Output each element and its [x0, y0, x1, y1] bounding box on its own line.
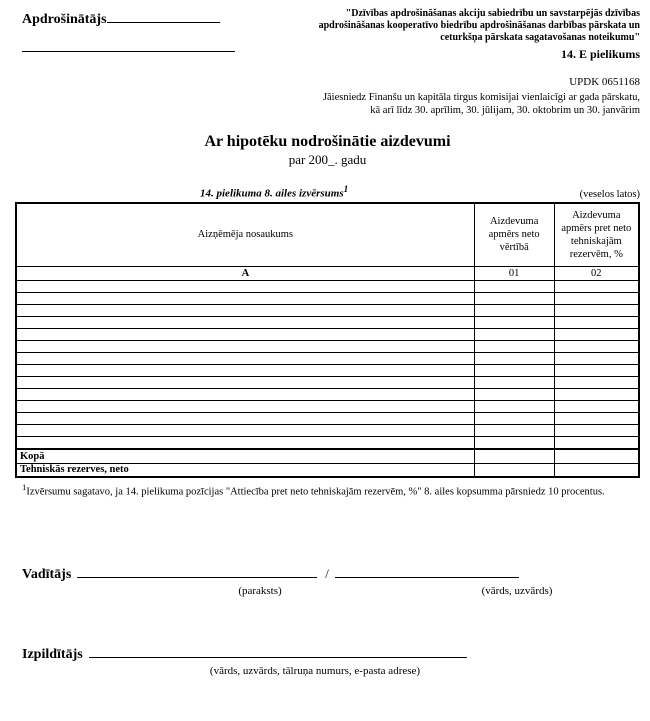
total-label: Kopā — [16, 449, 474, 463]
manager-signature-row — [22, 565, 640, 583]
empty-cell[interactable] — [16, 437, 474, 450]
table-row — [16, 365, 639, 377]
empty-cell[interactable] — [474, 329, 554, 341]
column-header-net-value: Aizdevuma apmērs neto vērtībā — [474, 203, 554, 267]
table-row — [16, 293, 639, 305]
header-row — [15, 8, 640, 62]
empty-cell[interactable] — [474, 413, 554, 425]
empty-cell[interactable] — [554, 377, 639, 389]
manager-label: Vadītājs — [22, 566, 72, 582]
empty-cell[interactable] — [474, 377, 554, 389]
tech-reserves-value-01[interactable] — [474, 463, 554, 477]
caption-footnote-ref: 1 — [343, 184, 349, 194]
empty-cell[interactable] — [474, 425, 554, 437]
empty-cell[interactable] — [16, 281, 474, 293]
regulation-title: "Dzīvības apdrošināšanas akciju sabiedrību un savstarpējās dzīvības apdrošināšanas kooperatīvo biedrību apdrošināšanas darbības pārskata un ceturkšņa pārskata sagatavošanas noteikumu" — [318, 8, 640, 43]
updk-code: UPDK 0651168 — [569, 76, 640, 88]
empty-cell[interactable] — [554, 413, 639, 425]
empty-cell[interactable] — [474, 389, 554, 401]
empty-cell[interactable] — [474, 305, 554, 317]
executor-name-line[interactable] — [89, 645, 467, 658]
table-caption-row — [15, 184, 640, 200]
footnote — [22, 481, 622, 499]
loans-table — [15, 202, 640, 479]
submission-note-line2: kā arī līdz 30. aprīlim, 30. jūlijam, 30. oktobrim un 30. janvārim — [370, 105, 640, 116]
insurer-fill-line-2[interactable] — [22, 28, 235, 52]
appendix-label: 14. E pielikums — [560, 47, 640, 61]
code-cell-a: A — [16, 267, 474, 281]
tech-reserves-label: Tehniskās rezerves, neto — [16, 463, 474, 477]
empty-cell[interactable] — [474, 353, 554, 365]
table-body — [16, 281, 639, 450]
empty-cell[interactable] — [16, 293, 474, 305]
empty-cell[interactable] — [474, 281, 554, 293]
empty-cell[interactable] — [474, 437, 554, 450]
submission-note — [15, 91, 640, 117]
insurer-fill-line-1[interactable] — [107, 10, 220, 23]
signature-hint: (paraksts) — [238, 584, 282, 597]
empty-cell[interactable] — [474, 341, 554, 353]
empty-cell[interactable] — [554, 317, 639, 329]
total-value-01[interactable] — [474, 449, 554, 463]
empty-cell[interactable] — [16, 329, 474, 341]
empty-cell[interactable] — [16, 353, 474, 365]
table-row — [16, 401, 639, 413]
footnote-ref: 1 — [22, 482, 27, 493]
empty-cell[interactable] — [16, 377, 474, 389]
empty-cell[interactable] — [554, 389, 639, 401]
table-caption-units: (veselos latos) — [579, 188, 640, 200]
table-row — [16, 437, 639, 450]
table-row — [16, 341, 639, 353]
empty-cell[interactable] — [16, 365, 474, 377]
executor-hint: (vārds, uzvārds, tālruņa numurs, e-pasta adrese) — [209, 664, 421, 677]
empty-cell[interactable] — [554, 305, 639, 317]
form-title: Ar hipotēku nodrošinātie aizdevumi — [204, 133, 451, 150]
empty-cell[interactable] — [16, 425, 474, 437]
column-header-pct-reserves: Aizdevuma apmērs pret neto tehniskajām rezervēm, % — [554, 203, 639, 267]
table-row — [16, 389, 639, 401]
manager-signature-line[interactable] — [77, 565, 317, 578]
manager-name-line[interactable] — [335, 565, 519, 578]
tech-reserves-row — [16, 463, 639, 477]
empty-cell[interactable] — [554, 341, 639, 353]
manager-signature-sublabels — [15, 585, 640, 597]
table-row — [16, 329, 639, 341]
tech-reserves-value-02[interactable] — [554, 463, 639, 477]
table-row — [16, 377, 639, 389]
signature-separator: / — [325, 565, 329, 581]
table-header-row — [16, 203, 639, 267]
regulation-block — [288, 8, 640, 62]
empty-cell[interactable] — [554, 437, 639, 450]
empty-cell[interactable] — [554, 353, 639, 365]
form-period: par 200_. gadu — [288, 152, 367, 167]
empty-cell[interactable] — [474, 401, 554, 413]
empty-cell[interactable] — [474, 293, 554, 305]
empty-cell[interactable] — [474, 317, 554, 329]
empty-cell[interactable] — [554, 365, 639, 377]
caption-text: 14. pielikuma 8. ailes izvērsums — [200, 187, 344, 200]
table-row — [16, 317, 639, 329]
executor-signature-row — [22, 645, 640, 663]
column-header-borrower: Aizņēmēja nosaukums — [16, 203, 474, 267]
empty-cell[interactable] — [16, 317, 474, 329]
empty-cell[interactable] — [16, 305, 474, 317]
footnote-text: Izvērsumu sagatavo, ja 14. pielikuma pozīcijas "Attiecība pret neto tehniskajām rezervēm, %" 8. ailes kopsumma pārsniedz 10 procentus. — [26, 486, 605, 498]
submission-note-line1: Jāiesniedz Finanšu un kapitāla tirgus komisijai vienlaicīgi ar gada pārskatu, — [322, 92, 640, 103]
insurer-block — [22, 8, 272, 52]
empty-cell[interactable] — [554, 293, 639, 305]
empty-cell[interactable] — [16, 413, 474, 425]
empty-cell[interactable] — [554, 329, 639, 341]
empty-cell[interactable] — [554, 281, 639, 293]
total-row — [16, 449, 639, 463]
code-cell-02: 02 — [554, 267, 639, 281]
empty-cell[interactable] — [554, 401, 639, 413]
table-code-row — [16, 267, 639, 281]
empty-cell[interactable] — [16, 389, 474, 401]
empty-cell[interactable] — [554, 425, 639, 437]
total-value-02[interactable] — [554, 449, 639, 463]
table-row — [16, 413, 639, 425]
table-row — [16, 305, 639, 317]
code-cell-01: 01 — [474, 267, 554, 281]
empty-cell[interactable] — [16, 401, 474, 413]
empty-cell[interactable] — [474, 365, 554, 377]
insurer-label: Apdrošinātājs — [22, 12, 107, 27]
empty-cell[interactable] — [16, 341, 474, 353]
table-caption-left — [200, 184, 348, 200]
table-row — [16, 281, 639, 293]
name-hint: (vārds, uzvārds) — [481, 584, 553, 597]
table-row — [16, 425, 639, 437]
executor-label: Izpildītājs — [22, 646, 83, 662]
table-row — [16, 353, 639, 365]
